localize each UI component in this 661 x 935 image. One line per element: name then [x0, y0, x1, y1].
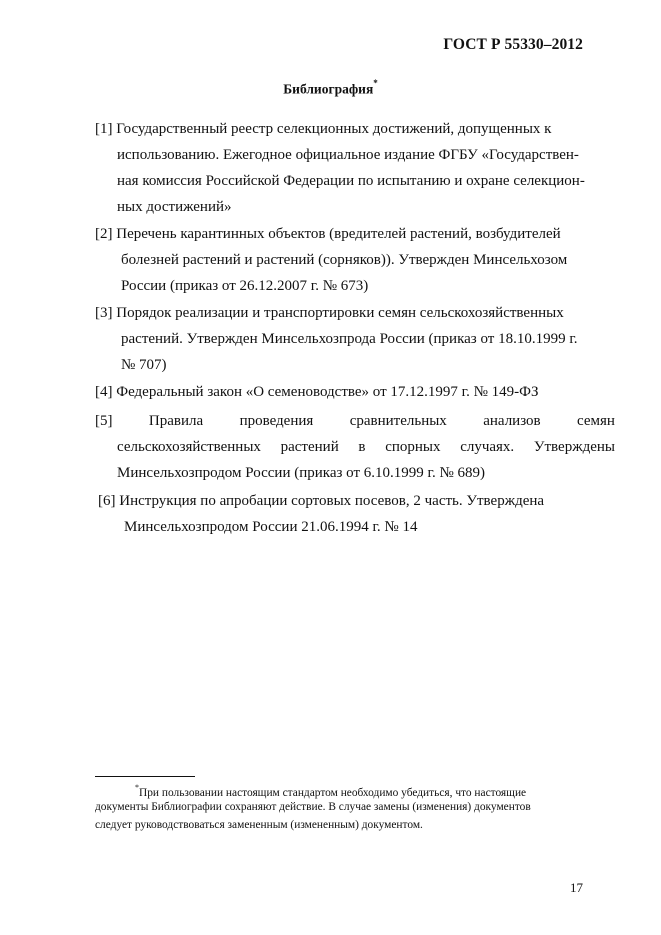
- bib-entry-5: [95, 408, 615, 486]
- bib-entry-4: [95, 379, 615, 405]
- bib-entry-5-word: Правила: [148, 413, 204, 429]
- bib-entry-1-line-2: использованию. Ежегодное официальное издание ФГБУ «Государствен-: [117, 147, 579, 163]
- bib-entry-5-word: растений: [280, 439, 339, 455]
- bib-entry-5-line-1: [95, 408, 615, 434]
- footnote-marker: *: [373, 78, 378, 88]
- bib-entry-5-word: анализов: [483, 413, 541, 429]
- bib-entry-3-line-3: № 707): [121, 357, 167, 373]
- bib-entry-1-line-3: ная комиссия Российской Федерации по испытанию и охране селекцион-: [117, 173, 585, 189]
- bib-entry-2: [95, 221, 615, 299]
- bibliography-title: [0, 80, 661, 98]
- footnote-separator: [95, 776, 195, 777]
- bib-entry-5-line-2: [95, 434, 615, 460]
- bib-entry-6-line-2: Минсельхозпродом России 21.06.1994 г. № 14: [124, 519, 418, 535]
- footnote-line-2: документы Библиографии сохраняют действие. В случае замены (изменения) документов: [95, 801, 531, 813]
- footnote-line-3: следует руководствоваться замененным (измененным) документом.: [95, 819, 423, 831]
- document-code: ГОСТ Р 55330–2012: [443, 36, 583, 53]
- bib-entry-5-word: сравнительных: [349, 413, 447, 429]
- bib-entry-5-word: спорных: [385, 439, 441, 455]
- bib-entry-3: [95, 300, 615, 378]
- bib-entry-5-word: сельскохозяйственных: [117, 439, 261, 455]
- bib-entry-5-line-3: Минсельхозпродом России (приказ от 6.10.1999 г. № 689): [117, 465, 486, 481]
- bib-entry-3-line-1: [3] Порядок реализации и транспортировки семян сельскохозяйственных: [95, 305, 564, 321]
- bib-entry-5-word: семян: [577, 413, 615, 429]
- footnote-line-1: [95, 780, 615, 798]
- bib-entry-1-line-1: [1] Государственный реестр селекционных достижений, допущенных к: [95, 121, 552, 137]
- bib-entry-5-word: Утверждены: [533, 439, 615, 455]
- bib-entry-5-word: случаях.: [460, 439, 515, 455]
- bib-entry-2-line-3: России (приказ от 26.12.2007 г. № 673): [121, 278, 369, 294]
- bib-entry-2-line-1: [2] Перечень карантинных объектов (вредителей растений, возбудителей: [95, 226, 561, 242]
- bib-entry-2-line-2: болезней растений и растений (сорняков)). Утвержден Минсельхозом: [121, 252, 568, 268]
- bib-entry-6-line-1: [6] Инструкция по апробации сортовых посевов, 2 часть. Утверждена: [98, 493, 545, 509]
- footnote-text: При пользовании настоящим стандартом необходимо убедиться, что настоящие: [139, 786, 527, 799]
- footnote: [95, 780, 615, 834]
- footnote-marker: *: [135, 783, 139, 792]
- bibliography-title-text: Библиография: [283, 81, 374, 97]
- bib-entry-3-line-2: растений. Утвержден Минсельхозпрода России (приказ от 18.10.1999 г.: [121, 331, 578, 347]
- bib-entry-5-word: в: [358, 439, 366, 455]
- bib-entry-1-line-4: ных достижений»: [117, 199, 232, 215]
- bib-entry-6: [98, 488, 618, 540]
- bib-entry-4-line-1: [4] Федеральный закон «О семеноводстве» от 17.12.1997 г. № 149-ФЗ: [95, 384, 539, 400]
- bib-entry-1: [95, 116, 615, 220]
- page-number: 17: [570, 880, 583, 895]
- bib-entry-5-word: проведения: [239, 413, 314, 429]
- bib-entry-5-word: [5]: [95, 413, 113, 429]
